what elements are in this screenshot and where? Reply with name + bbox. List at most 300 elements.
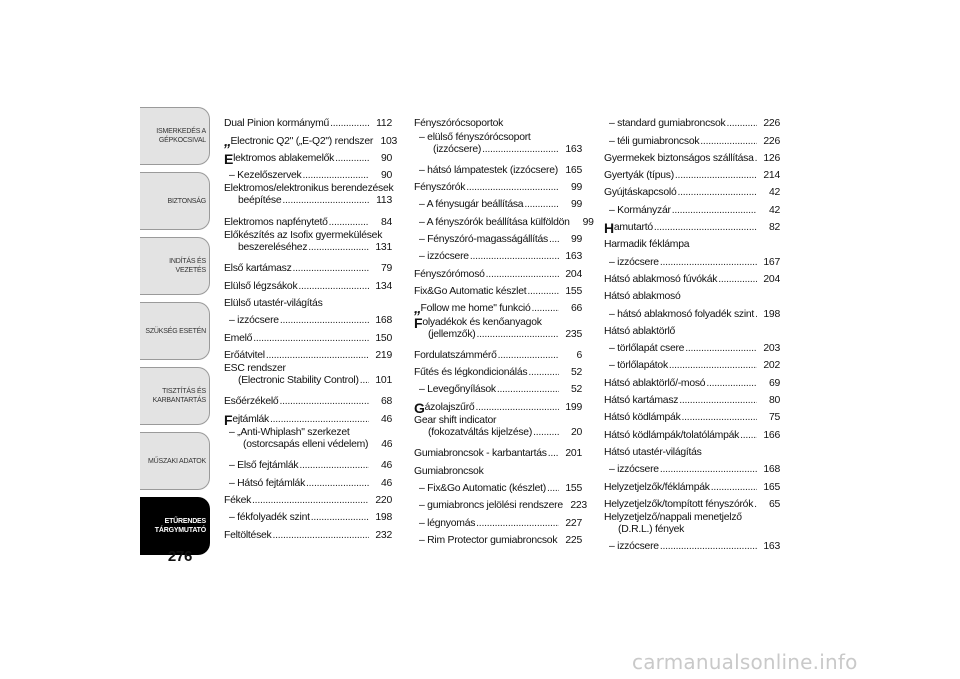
index-entry-text: amutartó [613, 222, 653, 234]
index-entry-continuation [229, 438, 392, 450]
index-entry-text: Fűtés és légkondicionálás [414, 367, 528, 379]
index-entry-line [609, 302, 780, 319]
index-entry-line [604, 510, 780, 523]
index-entry-text: – izzócsere [609, 256, 659, 268]
index-entry [414, 442, 582, 459]
dot-leader [706, 378, 757, 389]
dot-leader [299, 460, 369, 471]
index-entry-line [414, 395, 582, 416]
index-entry-line [229, 164, 392, 181]
index-entry-page: 82 [768, 222, 780, 234]
index-entry [414, 413, 582, 438]
index-entry-page: 165 [763, 481, 780, 493]
dot-leader [466, 182, 559, 193]
index-entry-text: – törlőlapátok [609, 360, 668, 372]
index-entry [414, 228, 582, 245]
index-entry-page: 134 [375, 280, 392, 292]
index-entry [604, 285, 780, 302]
index-entry-page: 163 [565, 143, 582, 155]
index-entry [604, 268, 780, 285]
dot-leader [672, 205, 757, 216]
index-entry [604, 535, 780, 552]
dot-leader [497, 384, 559, 395]
index-entry-text: Fordulatszámmérő [414, 349, 497, 361]
index-entry-page: 80 [768, 395, 780, 407]
index-entry [224, 506, 392, 523]
index-entry-text: – Első fejtámlák [229, 460, 299, 472]
index-entry-text: Gear shift indicator [414, 415, 497, 427]
chapter-tab-5[interactable] [140, 432, 210, 490]
index-entry-line [414, 280, 582, 297]
index-entry-line [419, 159, 582, 176]
dot-leader [755, 153, 757, 164]
index-column-2 [414, 112, 594, 546]
index-entry-page: 42 [768, 187, 780, 199]
index-entry-line [604, 493, 780, 510]
chapter-tabs [140, 107, 210, 562]
index-entry-line [604, 441, 780, 458]
index-entry-text: Erőátvitel [224, 349, 265, 361]
index-entry-line [604, 181, 780, 198]
dot-leader [273, 530, 370, 541]
index-entry-line [609, 129, 780, 146]
index-entry-line [419, 193, 582, 210]
dot-leader [726, 118, 757, 129]
index-entry-page: 168 [763, 464, 780, 476]
index-entry-line [229, 454, 392, 471]
index-entry-initial: E [224, 150, 234, 167]
index-entry-text: Elülső utastér-világítás [224, 297, 323, 309]
index-entry-text: – fékfolyadék szint [229, 512, 310, 524]
index-entry-text: – „Anti-Whiplash" szerkezet [229, 427, 350, 439]
index-entry-line [609, 535, 780, 552]
dot-leader [654, 222, 757, 233]
dot-leader [679, 395, 757, 406]
index-entry-continuation [224, 241, 392, 253]
index-entry-page: 163 [763, 541, 780, 553]
index-entry-line [224, 523, 392, 540]
index-entry [604, 320, 780, 337]
index-entry [224, 407, 392, 428]
dot-leader [678, 187, 758, 198]
index-entry-text: – törlőlapát csere [609, 343, 685, 355]
index-entry-page: 214 [763, 170, 780, 182]
index-entry [604, 216, 780, 237]
index-entry-page: 150 [375, 332, 392, 344]
index-entry-line [604, 268, 780, 285]
index-entry-page: 99 [582, 216, 594, 228]
index-entry-text: Hátsó utastér-világítás [604, 446, 702, 458]
dot-leader [293, 263, 369, 274]
index-entry [604, 181, 780, 198]
dot-leader [360, 375, 369, 386]
index-entry-line [224, 181, 392, 194]
index-entry [224, 523, 392, 540]
index-entry-line [229, 471, 392, 488]
dot-leader [298, 281, 369, 292]
index-entry-text: Follow me home" funkció [420, 303, 531, 315]
index-entry-text: Gyújtáskapcsoló [604, 187, 677, 199]
index-entry-page: 52 [570, 384, 582, 396]
dot-leader [311, 512, 369, 523]
index-entry-text: olyadékok és kenőanyagok [422, 316, 542, 328]
index-entry-text: ejtámlák [232, 413, 270, 425]
index-entry-text: Helyzetjelzők/tompított fényszórók [604, 498, 754, 510]
index-entry-text: Elülső légzsákok [224, 280, 298, 292]
dot-leader [527, 286, 559, 297]
index-entry-line [419, 228, 582, 245]
index-entry-line [604, 233, 780, 250]
index-entry-page: 20 [570, 427, 582, 439]
index-entry-initial: F [224, 411, 233, 428]
index-entry-page: 90 [380, 152, 392, 164]
index-entry-text: – izzócsere [229, 315, 279, 327]
chapter-tab-0[interactable] [140, 107, 210, 165]
index-entry-continuation [414, 328, 582, 340]
index-entry-text-cont: (jellemzők) [428, 328, 476, 340]
dot-leader [279, 396, 369, 407]
index-entry-text: Harmadik féklámpa [604, 239, 690, 251]
index-entry-line [224, 326, 392, 343]
chapter-tab-2[interactable] [140, 237, 210, 295]
index-entry-page: 203 [763, 343, 780, 355]
index-entry-page: 219 [375, 349, 392, 361]
index-entry-page: 155 [565, 285, 582, 297]
dot-leader [740, 430, 757, 441]
index-entry-text: – hátsó ablakmosó folyadék szint [609, 308, 755, 320]
index-entry-text: Elektromos/elektronikus berendezések [224, 183, 394, 195]
index-entry-line [609, 198, 780, 215]
dot-leader [660, 541, 757, 552]
index-entry-page: 79 [380, 263, 392, 275]
index-entry-line [414, 344, 582, 361]
index-entry [604, 354, 780, 371]
index-entry [224, 309, 392, 326]
index-entry [604, 406, 780, 423]
index-entry-line [414, 442, 582, 459]
index-entry [604, 475, 780, 492]
index-entry-text-cont: (izzócsere) [433, 143, 482, 155]
index-entry-line [419, 245, 582, 262]
index-entry-text: Hátsó ablakmosó fúvókák [604, 273, 718, 285]
chapter-tab-label: SZÜKSÉG ESETÉN [145, 327, 206, 335]
index-entry-text: – izzócsere [419, 251, 469, 263]
index-entry [414, 129, 582, 154]
dot-leader [711, 482, 757, 493]
index-entry-text: – elülső fényszórócsoport [419, 131, 531, 143]
index-entry-text: ESC rendszer [224, 363, 286, 375]
index-entry-initial: G [414, 399, 425, 416]
index-entry-text: Előkészítés az Isofix gyermekülések [224, 230, 383, 242]
index-entry [604, 233, 780, 250]
index-entry [604, 389, 780, 406]
index-entry-line [224, 292, 392, 309]
index-entry-text-cont: (ostorcsapás elleni védelem) [243, 439, 369, 451]
index-entry-line [414, 176, 582, 193]
index-entry-page: 220 [375, 494, 392, 506]
index-entry-page: 167 [763, 256, 780, 268]
index-entry [224, 344, 392, 361]
index-entry [414, 378, 582, 395]
index-entry [224, 361, 392, 386]
index-entry-text: Hátsó kartámasz [604, 395, 679, 407]
index-entry-page: 65 [768, 498, 780, 510]
index-entry-text: Elektromos napfénytető [224, 216, 328, 228]
index-entry [604, 493, 780, 510]
index-entry [224, 425, 392, 450]
dot-leader [685, 343, 757, 354]
index-entry-line [229, 425, 392, 438]
dot-leader [498, 350, 559, 361]
index-entry-line [414, 361, 582, 378]
index-entry-line [229, 309, 392, 326]
dot-leader [475, 402, 559, 413]
dot-leader [266, 350, 369, 361]
index-entry [414, 210, 594, 228]
index-entry-line [609, 337, 780, 354]
index-entry-page: 165 [565, 164, 582, 176]
index-entry-text: – Levegőnyílások [419, 384, 496, 396]
index-entry-line [419, 494, 587, 512]
index-entry-page: 226 [763, 118, 780, 130]
index-entry-page: 103 [380, 135, 398, 147]
index-entry-initial: „ [414, 300, 421, 318]
index-entry-line [604, 164, 780, 181]
index-entry-text: Fix&Go Automatic készlet [414, 285, 527, 297]
index-entry-line [419, 477, 582, 494]
index-entry-page: 66 [570, 303, 582, 315]
index-entry-text: Hátsó ablaktörlő [604, 325, 676, 337]
index-entry-text: Helyzetjelzők/féklámpák [604, 481, 710, 493]
index-entry-text: – gumiabroncs jelölési rendszere [419, 500, 563, 512]
index-entry [604, 423, 780, 440]
index-entry [414, 193, 582, 210]
index-entry-line [609, 112, 780, 129]
index-entry-page: 99 [570, 182, 582, 194]
index-entry-line [224, 257, 392, 274]
index-entry-text: – Hátsó fejtámlák [229, 477, 306, 489]
index-entry-text: Hátsó ablaktörlő/-mosó [604, 377, 706, 389]
index-entry-text: – Fix&Go Automatic (készlet) [419, 482, 546, 494]
index-entry [604, 147, 780, 164]
watermark: carmanualsonline.info [632, 650, 858, 674]
index-column-1 [224, 112, 398, 541]
index-entry-initial: F [414, 314, 423, 331]
index-entry-text: Gyertyák (típus) [604, 170, 674, 182]
index-entry-page: 227 [565, 517, 582, 529]
index-entry-page: 113 [376, 195, 392, 207]
dot-leader [660, 257, 757, 268]
chapter-tab-label: MŰSZAKI ADATOK [147, 457, 206, 465]
dot-leader [718, 274, 757, 285]
index-entry [224, 147, 392, 167]
index-entry-line [604, 475, 780, 492]
index-entry-line [224, 344, 392, 361]
index-entry-text: – téli gumiabroncsok [609, 135, 700, 147]
dot-leader [754, 499, 757, 510]
index-entry [414, 280, 582, 297]
index-entry-text: – A fénysugár beállítása [419, 199, 524, 211]
index-entry-line [609, 250, 780, 267]
index-entry-line [419, 511, 582, 528]
index-entry-line [224, 129, 398, 150]
index-entry [604, 441, 780, 458]
index-entry [224, 257, 392, 274]
index-entry-page: 226 [763, 135, 780, 147]
index-entry [414, 494, 587, 512]
index-entry [224, 112, 392, 129]
index-entry-line [604, 320, 780, 337]
index-entry [414, 245, 582, 262]
index-entry-text: Emelő [224, 332, 253, 344]
index-entry-text: Fényszórók [414, 182, 466, 194]
index-entry-page: 199 [565, 401, 582, 413]
index-entry-continuation [224, 194, 392, 206]
index-entry-text-cont: (fokozatváltás kijelzése) [428, 427, 533, 439]
index-entry-line [419, 129, 582, 142]
index-entry-text: Feltöltések [224, 529, 272, 541]
chapter-tab-6[interactable] [140, 497, 210, 555]
index-entry-initial: H [604, 220, 614, 237]
index-entry-line [604, 216, 780, 237]
dot-leader [282, 195, 369, 206]
index-entry-text-cont: (D.R.L.) fények [618, 524, 685, 536]
index-entry [224, 292, 392, 309]
index-entry-line [604, 147, 780, 164]
index-entry-text: Esőérzékelő [224, 396, 279, 408]
index-entry [414, 459, 582, 476]
index-entry-text: Helyzetjelző/nappali menetjelző [604, 512, 742, 524]
index-entry-text: lektromos ablakemelők [233, 152, 335, 164]
index-entry-page: 198 [375, 512, 392, 524]
index-entry-page: 163 [565, 251, 582, 263]
index-entry-page: 42 [768, 204, 780, 216]
index-entry-text: – hátsó lámpatestek (izzócsere) [419, 164, 558, 176]
index-entry-line [224, 407, 392, 428]
index-entry-line [419, 378, 582, 395]
index-entry-continuation [414, 426, 582, 438]
index-entry-line [414, 314, 582, 331]
index-entry-line [224, 210, 392, 227]
index-entry [604, 129, 780, 146]
chapter-tab-label: BIZTONSÁG [167, 197, 206, 205]
index-entry [604, 510, 780, 535]
index-entry [224, 326, 392, 343]
chapter-tab-label: TISZTÍTÁS ÉS KARBANTARTÁS [152, 388, 206, 404]
index-entry-line [224, 147, 392, 167]
dot-leader [682, 412, 757, 423]
dot-leader [470, 251, 559, 262]
index-entry [604, 250, 780, 267]
dot-leader [549, 234, 559, 245]
index-entry-page: 131 [375, 242, 392, 254]
index-entry-page: 68 [380, 396, 392, 408]
index-entry-page: 69 [768, 377, 780, 389]
index-entry-page: 204 [565, 268, 582, 280]
index-entry-line [224, 228, 392, 241]
index-entry-line [414, 262, 582, 279]
index-entry [414, 297, 582, 318]
chapter-tab-3[interactable] [140, 302, 210, 360]
index-entry-page: 235 [565, 328, 582, 340]
index-entry-continuation [604, 523, 780, 535]
index-entry [224, 164, 392, 181]
dot-leader [270, 414, 369, 425]
dot-leader [533, 427, 559, 438]
index-entry-continuation [224, 374, 392, 386]
dot-leader [675, 170, 757, 181]
index-entry-text-cont: (Electronic Stability Control) [238, 375, 359, 387]
index-entry-text: Hátsó ablakmosó [604, 291, 681, 303]
index-entry-page: 155 [565, 482, 582, 494]
index-entry-text: Gumiabroncsok - karbantartás [414, 448, 547, 460]
index-entry [224, 181, 392, 206]
index-entry [224, 274, 392, 291]
index-entry-page: 90 [380, 170, 392, 182]
dot-leader [308, 242, 369, 253]
index-entry [414, 395, 582, 416]
chapter-tab-1[interactable] [140, 172, 210, 230]
index-entry [414, 176, 582, 193]
dot-leader [547, 483, 559, 494]
index-entry-line [414, 297, 582, 318]
index-entry-line [419, 210, 594, 228]
index-entry-line [224, 274, 392, 291]
dot-leader [558, 535, 559, 546]
index-entry-line [604, 423, 780, 440]
dot-leader [524, 199, 559, 210]
index-entry-text: Electronic Q2" („E-Q2") rendszer [230, 135, 374, 147]
index-entry-text: Hátsó ködlámpák [604, 412, 681, 424]
index-entry-text: Hátsó ködlámpák/tolatólámpák [604, 429, 740, 441]
index-entry [224, 129, 398, 150]
index-entry [604, 337, 780, 354]
index-entry-line [229, 506, 392, 523]
dot-leader [280, 315, 369, 326]
index-entry-text: – standard gumiabroncsok [609, 118, 726, 130]
dot-leader [306, 478, 369, 489]
index-entry-line [224, 390, 392, 407]
index-entry-page: 75 [768, 412, 780, 424]
dot-leader [330, 118, 369, 129]
chapter-tab-4[interactable] [140, 367, 210, 425]
index-entry-line [609, 458, 780, 475]
index-entry-text: – légnyomás [419, 517, 476, 529]
index-entry-text-cont: beszereléséhez [238, 242, 308, 254]
index-entry-text: – Kezelőszervek [229, 170, 302, 182]
index-entry-text: – Kormányzár [609, 204, 671, 216]
dot-leader [528, 367, 559, 378]
index-entry-line [604, 406, 780, 423]
dot-leader [700, 136, 757, 147]
dot-leader [253, 333, 369, 344]
index-entry-page: 52 [570, 367, 582, 379]
index-entry [414, 477, 582, 494]
dot-leader [329, 217, 369, 228]
index-entry-page: 225 [565, 534, 582, 546]
index-entry-page: 168 [375, 315, 392, 327]
index-entry-line [609, 354, 780, 371]
index-entry [414, 529, 582, 546]
index-entry [604, 112, 780, 129]
index-entry [604, 198, 780, 215]
index-entry-page: 201 [565, 448, 582, 460]
index-entry [414, 511, 582, 528]
index-entry-page: 46 [380, 477, 392, 489]
index-entry-page: 6 [576, 349, 582, 361]
index-entry [604, 164, 780, 181]
index-entry [224, 390, 392, 407]
